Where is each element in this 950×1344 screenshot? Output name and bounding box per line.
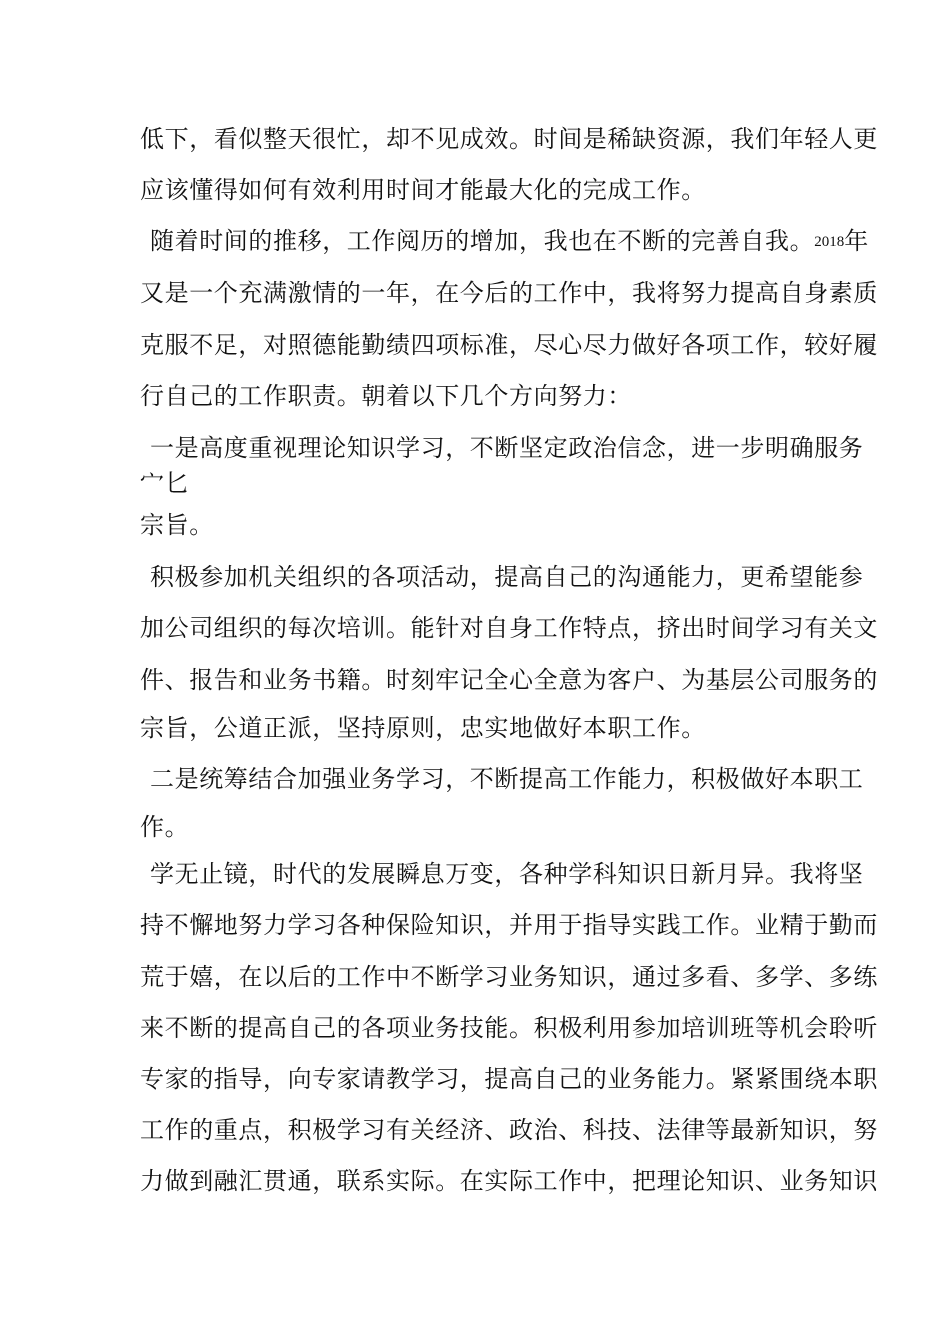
text-line: 应该懂得如何有效利用时间才能最大化的完成工作。 (140, 176, 706, 204)
text-line: 宗旨，公道正派，坚持原则，忠实地做好本职工作。 (140, 714, 706, 742)
year-number: 2018 (814, 234, 845, 250)
text-line: 件、报告和业务书籍。时刻牢记全心全意为客户、为基层公司服务的 (140, 666, 878, 694)
text-line: 来不断的提高自己的各项业务技能。积极利用参加培训班等机会聆听 (140, 1014, 878, 1042)
text-line: 学无止镜，时代的发展瞬息万变，各种学科知识日新月异。我将坚 (150, 860, 864, 888)
text-line: 工作的重点，积极学习有关经济、政治、科技、法律等最新知识，努 (140, 1116, 878, 1144)
text-line (150, 226, 869, 257)
text-run: 年 (844, 227, 869, 255)
text-line: 积极参加机关组织的各项活动，提高自己的沟通能力，更希望能参 (150, 563, 864, 591)
text-line: 宀匕 (140, 469, 190, 497)
text-line: 力做到融汇贯通，联系实际。在实际工作中，把理论知识、业务知识 (140, 1167, 878, 1195)
text-line: 荒于嬉，在以后的工作中不断学习业务知识，通过多看、多学、多练 (140, 963, 878, 991)
text-line: 又是一个充满激情的一年，在今后的工作中，我将努力提高自身素质 (140, 279, 878, 307)
text-line: 低下，看似整天很忙，却不见成效。时间是稀缺资源，我们年轻人更 (140, 125, 878, 153)
text-line: 一是高度重视理论知识学习，不断坚定政治信念，进一步明确服务 (150, 434, 864, 462)
text-line: 加公司组织的每次培训。能针对自身工作特点，挤出时间学习有关文 (140, 614, 878, 642)
text-line: 作。 (140, 813, 190, 841)
text-line: 持不懈地努力学习各种保险知识，并用于指导实践工作。业精于勤而 (140, 911, 878, 939)
text-line: 宗旨。 (140, 511, 214, 539)
text-line: 二是统筹结合加强业务学习，不断提高工作能力，积极做好本职工 (150, 765, 864, 793)
text-line: 专家的指导，向专家请教学习，提高自己的业务能力。紧紧围绕本职 (140, 1065, 878, 1093)
text-line: 行自己的工作职责。朝着以下几个方向努力： (140, 382, 632, 410)
text-line: 克服不足，对照德能勤绩四项标准，尽心尽力做好各项工作，较好履 (140, 331, 878, 359)
text-run: 随着时间的推移，工作阅历的增加，我也在不断的完善自我。 (150, 227, 815, 255)
